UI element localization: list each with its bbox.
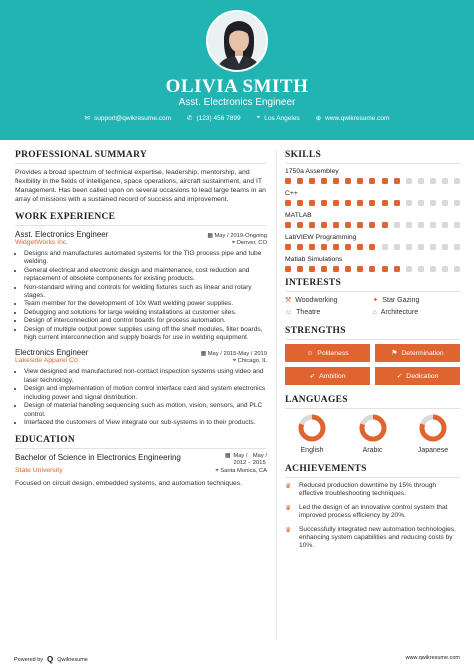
- rating-dot: [442, 178, 448, 184]
- rating-dot: [369, 244, 375, 250]
- list-item: • Design of multiple output power supplies using off the shelf modules, filter boards, high current interconnection and supply boards for use in welding equipment.: [24, 326, 267, 343]
- contact-email-text: support@qwikresume.com: [94, 114, 172, 122]
- strength-label: Dedication: [406, 372, 439, 380]
- skill-rating: [285, 244, 460, 250]
- rating-dot: [442, 222, 448, 228]
- education-dates: [225, 453, 267, 467]
- rating-dot: [345, 266, 351, 272]
- rating-dot: [406, 222, 412, 228]
- theatre-icon: ☺: [285, 309, 293, 316]
- skill-item: [285, 234, 460, 250]
- language-item: [409, 413, 457, 454]
- rating-dot: [321, 200, 327, 206]
- job-1-location-text: Denver, CO: [236, 240, 267, 246]
- strength-badge: [375, 367, 460, 385]
- rating-dot: [285, 244, 291, 250]
- language-name: English: [300, 447, 324, 454]
- job-1-bullets: [15, 250, 267, 342]
- powered-by-text: Powered by: [14, 656, 44, 663]
- skill-name: Matlab Simulations: [285, 256, 343, 263]
- achievement-text: Led the design of an innovative control system that improved process efficiency by 20%.: [299, 503, 448, 520]
- job-2: [15, 348, 267, 427]
- rating-dot: [406, 244, 412, 250]
- rating-dot: [297, 200, 303, 206]
- contact-email[interactable]: [85, 114, 172, 122]
- skill-rating: [285, 222, 460, 228]
- rating-dot: [309, 244, 315, 250]
- rating-dot: [418, 178, 424, 184]
- job-1-location: [232, 240, 267, 247]
- language-donut: [297, 413, 327, 443]
- job-2-company: Lakeside Apparel Co: [15, 357, 78, 365]
- rating-dot: [418, 266, 424, 272]
- rating-dot: [333, 222, 339, 228]
- rating-dot: [345, 200, 351, 206]
- achievement-item: [285, 504, 460, 521]
- contact-location: [257, 114, 300, 122]
- strength-badge: [285, 367, 370, 385]
- rating-dot: [309, 200, 315, 206]
- skill-item: [285, 212, 460, 228]
- job-2-title: Electronics Engineer: [15, 348, 89, 358]
- strength-label: Ambition: [319, 372, 346, 380]
- interest-item: [285, 309, 373, 316]
- rating-dot: [285, 200, 291, 206]
- rating-dot: [297, 266, 303, 272]
- skill-name: C++: [285, 190, 298, 197]
- rating-dot: [442, 266, 448, 272]
- education-dates-line: 2012 -: [233, 460, 250, 467]
- experience-heading: WORK EXPERIENCE: [15, 212, 267, 226]
- rating-dot: [382, 200, 388, 206]
- rating-dot: [394, 178, 400, 184]
- avatar: [206, 10, 268, 72]
- rating-dot: [297, 178, 303, 184]
- rating-dot: [430, 200, 436, 206]
- rating-dot: [369, 222, 375, 228]
- rating-dot: [285, 266, 291, 272]
- language-name: Arabic: [362, 447, 383, 454]
- list-item: • View designed and manufactured non-contact inspection systems using video and laser technology.: [24, 368, 267, 385]
- rating-dot: [442, 200, 448, 206]
- languages-heading: LANGUAGES: [285, 395, 460, 409]
- language-donut: [418, 413, 448, 443]
- contact-bar: [0, 114, 474, 122]
- job-2-dates-text: May / 2015-May / 2019: [207, 351, 267, 358]
- rating-dot: [394, 200, 400, 206]
- rating-dot: [369, 266, 375, 272]
- skill-rating: [285, 266, 460, 272]
- right-column: [285, 150, 460, 556]
- education-heading: EDUCATION: [15, 435, 267, 449]
- footer: [14, 655, 460, 664]
- list-item: • Designs and manufactures automated systems for the TIG process pipe and tube welding.: [24, 250, 267, 267]
- interest-item: [373, 296, 461, 304]
- strength-badge: [375, 344, 460, 362]
- language-item: [349, 413, 397, 454]
- trophy-icon: ♛: [285, 483, 292, 490]
- rating-dot: [382, 244, 388, 250]
- rating-dot: [333, 266, 339, 272]
- job-1-title: Asst. Electronics Engineer: [15, 230, 109, 239]
- rating-dot: [406, 266, 412, 272]
- rating-dot: [309, 266, 315, 272]
- achievements-list: [285, 482, 460, 551]
- rating-dot: [297, 244, 303, 250]
- rating-dot: [454, 266, 460, 272]
- list-item: • Non-standard wiring and controls for welding fixtures such as linear and rotary stages.: [24, 284, 267, 301]
- rating-dot: [418, 222, 424, 228]
- rating-dot: [454, 222, 460, 228]
- rating-dot: [454, 244, 460, 250]
- contact-phone[interactable]: [187, 114, 241, 122]
- skill-item: [285, 168, 460, 184]
- job-2-location-text: Chicago, IL: [237, 358, 267, 365]
- education-dates-line: May /: [233, 453, 248, 460]
- strength-label: Determination: [401, 349, 444, 357]
- skills-heading: SKILLS: [285, 150, 460, 164]
- education-location-text: Santa Monica, CA: [220, 468, 267, 475]
- rating-dot: [418, 244, 424, 250]
- woodworking-icon: ⚒: [285, 297, 292, 304]
- list-item: • General electrical and electronic design and maintenance, cost reduction and replacement of obsolete components for existing products.: [24, 267, 267, 284]
- rating-dot: [382, 178, 388, 184]
- list-item: • Team member for the development of 10x Watt welding power supplies.: [24, 300, 267, 308]
- calendar-icon: ▦: [224, 453, 231, 460]
- contact-website[interactable]: [316, 114, 390, 122]
- rating-dot: [357, 244, 363, 250]
- rating-dot: [454, 178, 460, 184]
- job-1-dates: [207, 233, 267, 239]
- job-2-bullets: [15, 368, 267, 427]
- job-2-dates: [201, 351, 267, 357]
- list-item: • Design and implementation of motion control interface card and system electronics including power and signal distribution.: [24, 385, 267, 402]
- globe-icon: ⊕: [315, 115, 322, 122]
- candidate-title: Asst. Electronics Engineer: [178, 97, 296, 108]
- politeness-icon: ☺: [306, 349, 314, 357]
- languages-list: [285, 413, 460, 454]
- determination-icon: ⚑: [391, 350, 398, 357]
- brand-text: Qwikresume: [57, 656, 88, 663]
- candidate-name: OLIVIA SMITH: [165, 76, 309, 97]
- rating-dot: [321, 266, 327, 272]
- phone-icon: ✆: [187, 115, 193, 122]
- column-divider: [276, 150, 277, 640]
- strength-badge: [285, 344, 370, 362]
- strength-label: Politeness: [317, 349, 349, 357]
- rating-dot: [285, 222, 291, 228]
- language-donut: [358, 413, 388, 443]
- rating-dot: [382, 222, 388, 228]
- interest-label: Architecture: [380, 309, 419, 316]
- rating-dot: [345, 244, 351, 250]
- job-1-dates-text: May / 2019-Ongoing: [214, 233, 267, 239]
- mail-icon: ✉: [84, 115, 90, 122]
- pin-icon: ⌖: [215, 468, 221, 475]
- architecture-icon: ⌂: [372, 309, 377, 316]
- summary-heading: PROFESSIONAL SUMMARY: [15, 150, 267, 164]
- contact-website-text: www.qwikresume.com: [325, 114, 390, 122]
- rating-dot: [454, 200, 460, 206]
- calendar-icon: ▦: [207, 233, 215, 239]
- rating-dot: [430, 266, 436, 272]
- education-degree: Bachelor of Science in Electronics Engineering: [15, 453, 181, 463]
- rating-dot: [394, 266, 400, 272]
- rating-dot: [430, 222, 436, 228]
- rating-dot: [309, 222, 315, 228]
- rating-dot: [285, 178, 291, 184]
- rating-dot: [418, 200, 424, 206]
- rating-dot: [333, 178, 339, 184]
- job-1: [15, 230, 267, 342]
- rating-dot: [321, 244, 327, 250]
- rating-dot: [406, 178, 412, 184]
- skill-rating: [285, 200, 460, 206]
- contact-location-text: Los Angeles: [264, 114, 300, 122]
- pin-icon: ⌖: [231, 240, 237, 246]
- footer-powered: [14, 655, 88, 664]
- rating-dot: [394, 222, 400, 228]
- rating-dot: [309, 178, 315, 184]
- list-item: • Interfaced the customers of View integrate our sub-systems in to their products.: [24, 419, 267, 427]
- skill-name: LabVIEW Programming: [285, 234, 357, 241]
- ambition-icon: ➶: [309, 373, 316, 380]
- rating-dot: [357, 178, 363, 184]
- rating-dot: [430, 178, 436, 184]
- rating-dot: [430, 244, 436, 250]
- trophy-icon: ♛: [285, 526, 292, 534]
- education-dates-line: May /: [252, 453, 267, 460]
- left-column: [15, 150, 267, 488]
- location-icon: ⌖: [256, 114, 261, 121]
- language-item: [288, 413, 336, 454]
- job-2-location: [233, 358, 267, 365]
- trophy-icon: ♛: [285, 504, 292, 512]
- rating-dot: [345, 178, 351, 184]
- achievements-heading: ACHIEVEMENTS: [285, 464, 460, 478]
- calendar-icon: ▦: [200, 351, 208, 358]
- rating-dot: [369, 200, 375, 206]
- rating-dot: [321, 178, 327, 184]
- achievement-text: Successfully integrated new automation technologies, enhancing system capabilities and reducing costs by 10%.: [299, 525, 456, 550]
- skill-rating: [285, 178, 460, 184]
- achievement-text: Reduced production downtime by 15% through effective troubleshooting techniques.: [299, 482, 437, 498]
- interests-list: [285, 296, 460, 316]
- interest-item: [373, 309, 461, 316]
- education-text: Focused on circuit design, embedded systems, and automation techniques.: [15, 480, 243, 488]
- rating-dot: [442, 244, 448, 250]
- strengths-list: [285, 344, 460, 385]
- rating-dot: [369, 178, 375, 184]
- rating-dot: [297, 222, 303, 228]
- strengths-heading: STRENGTHS: [285, 326, 460, 340]
- header-banner: [0, 0, 474, 140]
- job-1-company: WidgetWorks Inc.: [15, 239, 69, 246]
- summary-text: Provides a broad spectrum of technical expertise, leadership, mentorship, and flexibility in the fields of intelligence, space operations, aircraft sustainment, and IT Management. Has been called upon on several occasions to lead large teams in an array of missions with a sustained record of success and improvement.: [15, 169, 266, 203]
- language-name: Japanese: [417, 447, 449, 454]
- list-item: • Design of interconnection and control boards for process automation.: [24, 317, 267, 325]
- pin-icon: ⌖: [232, 358, 238, 365]
- list-item: • Debugging and solutions for large welding installations at customer sites.: [24, 309, 267, 317]
- rating-dot: [394, 244, 400, 250]
- rating-dot: [345, 222, 351, 228]
- contact-phone-text: (123) 456 7899: [196, 114, 241, 122]
- skills-list: [285, 168, 460, 272]
- rating-dot: [333, 200, 339, 206]
- rating-dot: [357, 222, 363, 228]
- qwikresume-logo-icon: Q: [47, 655, 54, 664]
- rating-dot: [321, 222, 327, 228]
- rating-dot: [357, 200, 363, 206]
- rating-dot: [333, 244, 339, 250]
- education-school: State University: [15, 467, 63, 475]
- achievement-item: [285, 482, 460, 499]
- education-entry: [15, 453, 267, 488]
- interest-label: Star Gazing: [382, 296, 420, 304]
- skill-name: 1750a Assembley: [285, 168, 339, 175]
- star-gazing-icon: ✦: [372, 297, 379, 304]
- education-location: [215, 468, 267, 475]
- skill-name: MATLAB: [285, 212, 312, 219]
- interest-label: Theatre: [296, 309, 321, 316]
- rating-dot: [382, 266, 388, 272]
- rating-dot: [406, 200, 412, 206]
- footer-url[interactable]: www.qwikresume.com: [405, 655, 460, 661]
- dedication-icon: ✓: [396, 373, 403, 380]
- list-item: • Design of material handling sequencing such as motion, vision, sensors, and PLC control.: [24, 402, 267, 419]
- skill-item: [285, 190, 460, 206]
- skill-item: [285, 256, 460, 272]
- interest-item: [285, 296, 373, 304]
- rating-dot: [357, 266, 363, 272]
- education-dates-line: 2015: [252, 460, 266, 467]
- interest-label: Woodworking: [295, 296, 338, 304]
- interests-heading: INTERESTS: [285, 278, 460, 292]
- achievement-item: [285, 526, 460, 551]
